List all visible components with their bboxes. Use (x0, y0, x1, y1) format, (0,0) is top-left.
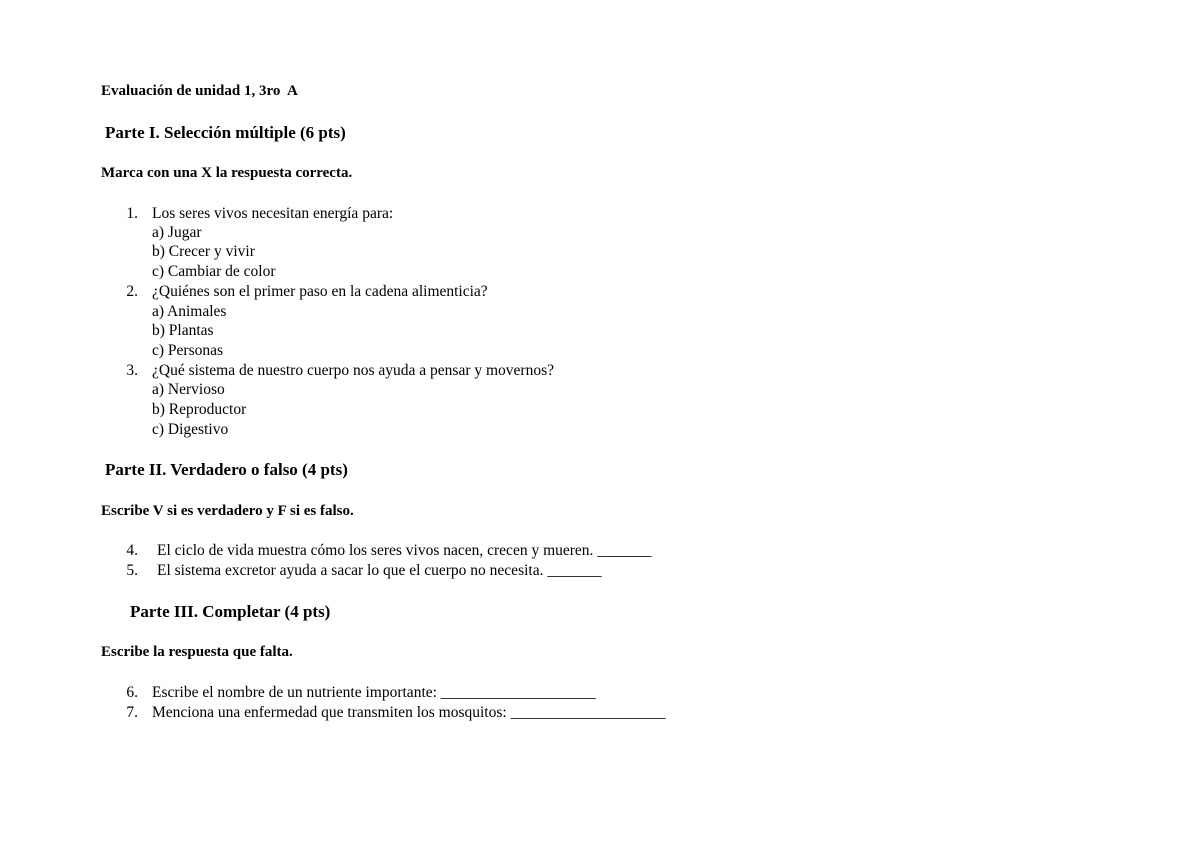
answer-option: c) Personas (152, 342, 224, 359)
question-text: ¿Qué sistema de nuestro cuerpo nos ayuda a pensar y movernos? (152, 362, 555, 379)
answer-option: a) Jugar (152, 224, 202, 241)
part2-heading: Parte II. Verdadero o falso (4 pts) (105, 460, 348, 479)
part2-instruction: Escribe V si es verdadero y F si es falso. (101, 503, 354, 519)
question-number: 1. (126, 205, 138, 222)
question-number: 7. (126, 704, 138, 721)
answer-option: a) Animales (152, 303, 227, 320)
question-number: 4. (126, 542, 138, 559)
question-text: El sistema excretor ayuda a sacar lo que el cuerpo no necesita. _______ (157, 562, 602, 579)
answer-option: c) Cambiar de color (152, 263, 276, 280)
question-text: Escribe el nombre de un nutriente importante: ____________________ (152, 684, 596, 701)
answer-option: b) Crecer y vivir (152, 243, 255, 260)
question-text: Menciona una enfermedad que transmiten los mosquitos: ____________________ (152, 704, 666, 721)
part1-instruction: Marca con una X la respuesta correcta. (101, 165, 353, 181)
part3-instruction: Escribe la respuesta que falta. (101, 644, 293, 660)
document-title: Evaluación de unidad 1, 3ro A (101, 83, 298, 99)
answer-option: a) Nervioso (152, 381, 225, 398)
question-text: El ciclo de vida muestra cómo los seres vivos nacen, crecen y mueren. _______ (157, 542, 652, 559)
question-number: 6. (126, 684, 138, 701)
part3-heading: Parte III. Completar (4 pts) (130, 602, 331, 621)
question-number: 3. (126, 362, 138, 379)
answer-option: b) Plantas (152, 322, 214, 339)
question-number: 5. (126, 562, 138, 579)
question-number: 2. (126, 283, 138, 300)
question-text: ¿Quiénes son el primer paso en la cadena alimenticia? (152, 283, 488, 300)
part1-heading: Parte I. Selección múltiple (6 pts) (105, 123, 346, 142)
answer-option: c) Digestivo (152, 421, 229, 438)
answer-option: b) Reproductor (152, 401, 247, 418)
question-text: Los seres vivos necesitan energía para: (152, 205, 394, 222)
